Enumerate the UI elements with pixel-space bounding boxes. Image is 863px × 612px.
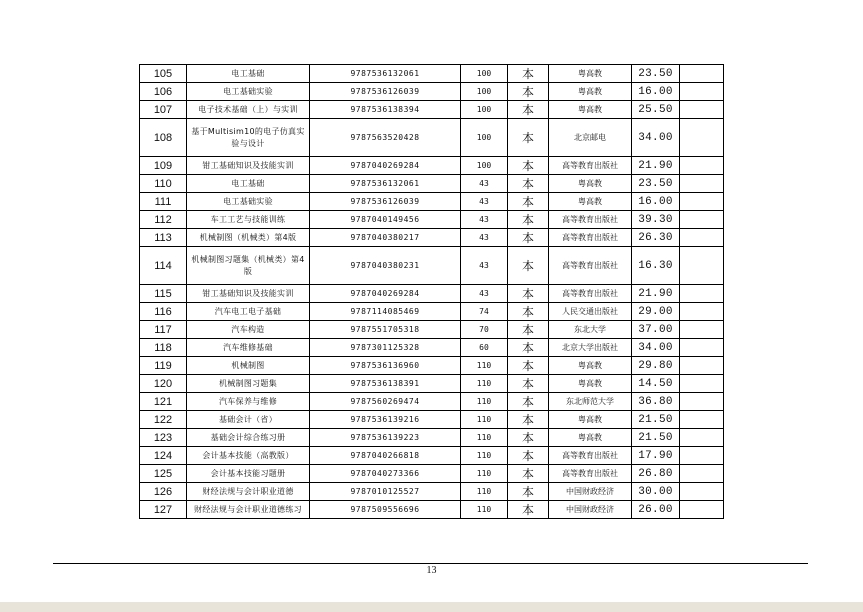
table-body	[140, 65, 724, 519]
book-title: 会计基本技能（高教版）	[187, 447, 310, 465]
price: 29.00	[632, 303, 680, 321]
empty-cell	[680, 357, 724, 375]
table-row	[140, 411, 724, 429]
publisher: 高等教育出版社	[549, 157, 632, 175]
publisher: 高等教育出版社	[549, 211, 632, 229]
empty-cell	[680, 501, 724, 519]
empty-cell	[680, 101, 724, 119]
quantity: 100	[461, 101, 508, 119]
publisher: 粤高教	[549, 101, 632, 119]
book-title: 钳工基础知识及技能实训	[187, 157, 310, 175]
unit: 本	[508, 285, 549, 303]
publisher: 中国财政经济	[549, 483, 632, 501]
unit: 本	[508, 247, 549, 285]
book-title: 汽车维修基础	[187, 339, 310, 357]
unit: 本	[508, 339, 549, 357]
quantity: 43	[461, 229, 508, 247]
empty-cell	[680, 429, 724, 447]
quantity: 110	[461, 411, 508, 429]
price: 26.00	[632, 501, 680, 519]
row-number: 107	[140, 101, 187, 119]
table-row	[140, 357, 724, 375]
book-title: 电工基础实验	[187, 193, 310, 211]
publisher: 高等教育出版社	[549, 285, 632, 303]
publisher: 粤高教	[549, 65, 632, 83]
empty-cell	[680, 229, 724, 247]
isbn: 9787040380217	[310, 229, 461, 247]
row-number: 113	[140, 229, 187, 247]
row-number: 123	[140, 429, 187, 447]
unit: 本	[508, 101, 549, 119]
empty-cell	[680, 303, 724, 321]
row-number: 121	[140, 393, 187, 411]
book-title: 机械制图	[187, 357, 310, 375]
publisher: 人民交通出版社	[549, 303, 632, 321]
empty-cell	[680, 483, 724, 501]
isbn: 9787040269284	[310, 285, 461, 303]
unit: 本	[508, 357, 549, 375]
row-number: 120	[140, 375, 187, 393]
price: 23.50	[632, 65, 680, 83]
unit: 本	[508, 157, 549, 175]
table-row	[140, 211, 724, 229]
book-title: 会计基本技能习题册	[187, 465, 310, 483]
row-number: 127	[140, 501, 187, 519]
empty-cell	[680, 285, 724, 303]
price: 39.30	[632, 211, 680, 229]
price: 30.00	[632, 483, 680, 501]
book-title: 机械制图习题集	[187, 375, 310, 393]
table-row	[140, 285, 724, 303]
price: 16.00	[632, 193, 680, 211]
row-number: 110	[140, 175, 187, 193]
isbn: 9787536126039	[310, 193, 461, 211]
price: 26.30	[632, 229, 680, 247]
row-number: 112	[140, 211, 187, 229]
empty-cell	[680, 321, 724, 339]
isbn: 9787536139223	[310, 429, 461, 447]
quantity: 100	[461, 119, 508, 157]
table-row	[140, 339, 724, 357]
quantity: 60	[461, 339, 508, 357]
isbn: 9787040273366	[310, 465, 461, 483]
book-title: 电子技术基础（上）与实训	[187, 101, 310, 119]
price: 16.00	[632, 83, 680, 101]
book-title: 汽车保养与维修	[187, 393, 310, 411]
isbn: 9787563520428	[310, 119, 461, 157]
table-row	[140, 229, 724, 247]
quantity: 43	[461, 285, 508, 303]
publisher: 高等教育出版社	[549, 465, 632, 483]
book-title: 财经法规与会计职业道德	[187, 483, 310, 501]
isbn: 9787551705318	[310, 321, 461, 339]
page-number: 13	[426, 565, 437, 576]
table-row	[140, 175, 724, 193]
book-title: 机械制图（机械类）第4版	[187, 229, 310, 247]
table-row	[140, 465, 724, 483]
row-number: 125	[140, 465, 187, 483]
isbn: 9787040380231	[310, 247, 461, 285]
row-number: 116	[140, 303, 187, 321]
isbn: 9787536132061	[310, 175, 461, 193]
empty-cell	[680, 339, 724, 357]
price: 21.90	[632, 285, 680, 303]
book-title: 基础会计（省）	[187, 411, 310, 429]
table-row	[140, 447, 724, 465]
price: 21.50	[632, 429, 680, 447]
quantity: 110	[461, 483, 508, 501]
table-row	[140, 101, 724, 119]
empty-cell	[680, 65, 724, 83]
row-number: 126	[140, 483, 187, 501]
publisher: 粤高教	[549, 429, 632, 447]
book-title: 机械制图习题集（机械类）第4版	[187, 247, 310, 285]
unit: 本	[508, 321, 549, 339]
isbn: 9787560269474	[310, 393, 461, 411]
unit: 本	[508, 193, 549, 211]
table-row	[140, 501, 724, 519]
isbn: 9787536136960	[310, 357, 461, 375]
row-number: 114	[140, 247, 187, 285]
table-row	[140, 375, 724, 393]
book-title: 基础会计综合练习册	[187, 429, 310, 447]
empty-cell	[680, 447, 724, 465]
price: 37.00	[632, 321, 680, 339]
isbn: 9787301125328	[310, 339, 461, 357]
unit: 本	[508, 375, 549, 393]
publisher: 东北大学	[549, 321, 632, 339]
quantity: 110	[461, 501, 508, 519]
row-number: 109	[140, 157, 187, 175]
quantity: 110	[461, 429, 508, 447]
isbn: 9787536138394	[310, 101, 461, 119]
isbn: 9787114085469	[310, 303, 461, 321]
quantity: 100	[461, 65, 508, 83]
publisher: 高等教育出版社	[549, 247, 632, 285]
book-title: 汽车电工电子基础	[187, 303, 310, 321]
table-row	[140, 193, 724, 211]
table-row	[140, 119, 724, 157]
price: 36.80	[632, 393, 680, 411]
price: 14.50	[632, 375, 680, 393]
publisher: 粤高教	[549, 375, 632, 393]
unit: 本	[508, 211, 549, 229]
unit: 本	[508, 303, 549, 321]
quantity: 43	[461, 175, 508, 193]
price: 23.50	[632, 175, 680, 193]
empty-cell	[680, 375, 724, 393]
empty-cell	[680, 211, 724, 229]
empty-cell	[680, 157, 724, 175]
price: 25.50	[632, 101, 680, 119]
book-title: 电工基础实验	[187, 83, 310, 101]
isbn: 9787509556696	[310, 501, 461, 519]
table-row	[140, 65, 724, 83]
book-title: 财经法规与会计职业道德练习	[187, 501, 310, 519]
row-number: 118	[140, 339, 187, 357]
row-number: 105	[140, 65, 187, 83]
table-row	[140, 83, 724, 101]
empty-cell	[680, 83, 724, 101]
page-bottom-band	[0, 602, 863, 612]
table-row	[140, 247, 724, 285]
table-row	[140, 483, 724, 501]
row-number: 124	[140, 447, 187, 465]
isbn: 9787040266818	[310, 447, 461, 465]
quantity: 70	[461, 321, 508, 339]
book-title: 钳工基础知识及技能实训	[187, 285, 310, 303]
book-title: 车工工艺与技能训练	[187, 211, 310, 229]
publisher: 粤高教	[549, 83, 632, 101]
row-number: 117	[140, 321, 187, 339]
quantity: 110	[461, 447, 508, 465]
textbook-table	[139, 64, 724, 519]
table-row	[140, 157, 724, 175]
quantity: 43	[461, 211, 508, 229]
publisher: 粤高教	[549, 357, 632, 375]
empty-cell	[680, 119, 724, 157]
unit: 本	[508, 65, 549, 83]
publisher: 高等教育出版社	[549, 447, 632, 465]
row-number: 108	[140, 119, 187, 157]
quantity: 74	[461, 303, 508, 321]
publisher: 粤高教	[549, 175, 632, 193]
quantity: 43	[461, 247, 508, 285]
unit: 本	[508, 119, 549, 157]
publisher: 粤高教	[549, 193, 632, 211]
table-row	[140, 303, 724, 321]
empty-cell	[680, 175, 724, 193]
isbn: 9787536139216	[310, 411, 461, 429]
table-row	[140, 321, 724, 339]
table-row	[140, 429, 724, 447]
publisher: 高等教育出版社	[549, 229, 632, 247]
isbn: 9787040149456	[310, 211, 461, 229]
footer-divider	[53, 563, 808, 564]
price: 26.80	[632, 465, 680, 483]
price: 17.90	[632, 447, 680, 465]
row-number: 106	[140, 83, 187, 101]
unit: 本	[508, 465, 549, 483]
unit: 本	[508, 429, 549, 447]
price: 34.00	[632, 119, 680, 157]
quantity: 110	[461, 375, 508, 393]
row-number: 115	[140, 285, 187, 303]
price: 34.00	[632, 339, 680, 357]
quantity: 110	[461, 357, 508, 375]
unit: 本	[508, 501, 549, 519]
unit: 本	[508, 393, 549, 411]
empty-cell	[680, 247, 724, 285]
publisher: 北京邮电	[549, 119, 632, 157]
book-title: 电工基础	[187, 65, 310, 83]
unit: 本	[508, 83, 549, 101]
empty-cell	[680, 465, 724, 483]
quantity: 100	[461, 83, 508, 101]
publisher: 中国财政经济	[549, 501, 632, 519]
publisher: 东北师范大学	[549, 393, 632, 411]
quantity: 43	[461, 193, 508, 211]
unit: 本	[508, 229, 549, 247]
price: 29.80	[632, 357, 680, 375]
isbn: 9787536126039	[310, 83, 461, 101]
isbn: 9787010125527	[310, 483, 461, 501]
publisher: 粤高教	[549, 411, 632, 429]
row-number: 122	[140, 411, 187, 429]
unit: 本	[508, 175, 549, 193]
isbn: 9787536138391	[310, 375, 461, 393]
unit: 本	[508, 483, 549, 501]
unit: 本	[508, 411, 549, 429]
quantity: 110	[461, 393, 508, 411]
book-title: 汽车构造	[187, 321, 310, 339]
price: 16.30	[632, 247, 680, 285]
isbn: 9787040269284	[310, 157, 461, 175]
publisher: 北京大学出版社	[549, 339, 632, 357]
table-row	[140, 393, 724, 411]
book-title: 基于Multisim10的电子仿真实验与设计	[187, 119, 310, 157]
book-title: 电工基础	[187, 175, 310, 193]
empty-cell	[680, 393, 724, 411]
empty-cell	[680, 411, 724, 429]
isbn: 9787536132061	[310, 65, 461, 83]
row-number: 119	[140, 357, 187, 375]
price: 21.90	[632, 157, 680, 175]
price: 21.50	[632, 411, 680, 429]
unit: 本	[508, 447, 549, 465]
quantity: 110	[461, 465, 508, 483]
empty-cell	[680, 193, 724, 211]
quantity: 100	[461, 157, 508, 175]
row-number: 111	[140, 193, 187, 211]
